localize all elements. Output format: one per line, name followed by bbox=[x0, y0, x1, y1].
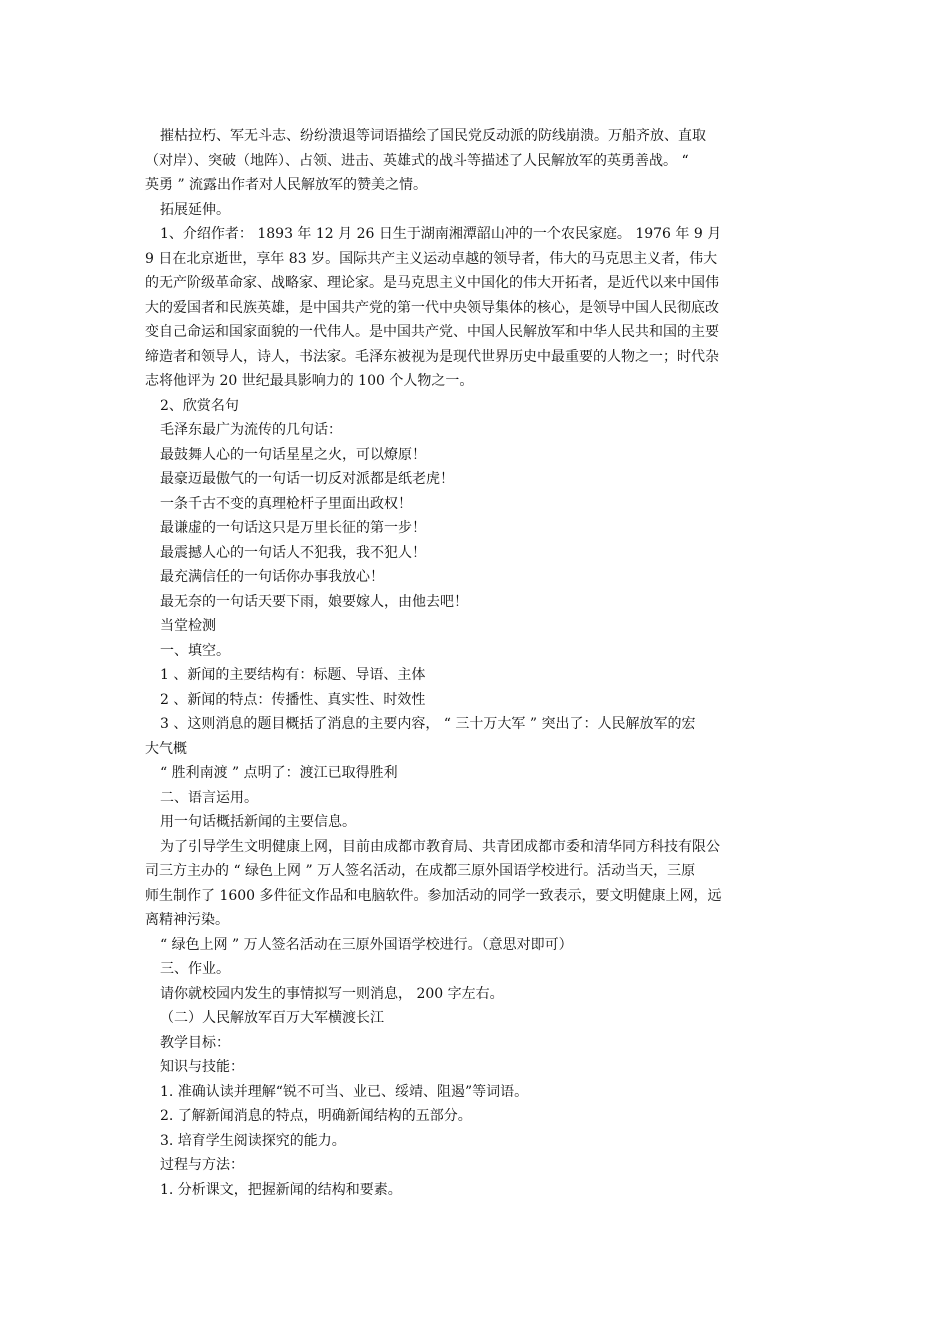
text-line: 当堂检测 bbox=[160, 618, 216, 634]
text-line: 用一句话概括新闻的主要信息。 bbox=[160, 814, 356, 830]
text-line: 请你就校园内发生的事情拟写一则消息， 200 字左右。 bbox=[160, 985, 504, 1002]
text-line: 变自己命运和国家面貌的一代伟人。是中国共产党、中国人民解放军和中华人民共和国的主要 bbox=[145, 324, 719, 340]
text-line: 大的爱国者和民族英雄，是中国共产党的第一代中央领导集体的核心，是领导中国人民彻底改 bbox=[145, 299, 719, 316]
text-line: 大气概 bbox=[145, 740, 187, 757]
text-line: 3 、这则消息的题目概括了消息的主要内容， “ 三十万大军 ” 突出了：人民解放军的宏 bbox=[160, 716, 696, 732]
text-line: 知识与技能： bbox=[160, 1059, 244, 1075]
text-line: 9 日在北京逝世，享年 83 岁。国际共产主义运动卓越的领导者，伟大的马克思主义者，伟大 bbox=[145, 250, 718, 267]
text-line: “ 绿色上网 ” 万人签名活动在三原外国语学校进行。（意思对即可） bbox=[160, 936, 573, 953]
text-line: 拓展延伸。 bbox=[160, 201, 230, 218]
text-line: 司三方主办的 “ 绿色上网 ” 万人签名活动，在成都三原外国语学校进行。活动当天，三原 bbox=[145, 863, 696, 879]
text-line: 3. 培育学生阅读探究的能力。 bbox=[160, 1132, 346, 1149]
text-line: 2、欣赏名句 bbox=[160, 397, 239, 414]
text-line: 教学目标： bbox=[160, 1034, 230, 1051]
text-line: 1 、新闻的主要结构有：标题、导语、主体 bbox=[160, 667, 426, 683]
text-line: 缔造者和领导人，诗人，书法家。毛泽东被视为是现代世界历史中最重要的人物之一；时代杂 bbox=[145, 348, 719, 365]
text-line: 英勇 ” 流露出作者对人民解放军的赞美之情。 bbox=[145, 177, 428, 193]
text-line: （二）人民解放军百万大军横渡长江 bbox=[160, 1010, 384, 1026]
text-line: 最豪迈最傲气的一句话一切反对派都是纸老虎！ bbox=[160, 471, 454, 487]
text-line: 2. 了解新闻消息的特点，明确新闻结构的五部分。 bbox=[160, 1108, 472, 1124]
text-line: 最震撼人心的一句话人不犯我，我不犯人！ bbox=[160, 544, 426, 561]
text-line: 1、介绍作者： 1893 年 12 月 26 日生于湖南湘潭韶山冲的一个农民家庭。 1976 年 9 月 bbox=[160, 226, 722, 242]
text-line: 2 、新闻的特点：传播性、真实性、时效性 bbox=[160, 691, 426, 708]
text-line: 1. 准确认读并理解“锐不可当、业已、绥靖、阻遏”等词语。 bbox=[160, 1083, 529, 1100]
text-line: 1. 分析课文，把握新闻的结构和要素。 bbox=[160, 1181, 402, 1198]
text-line: 一条千古不变的真理枪杆子里面出政权！ bbox=[160, 495, 412, 512]
text-line: 最鼓舞人心的一句话星星之火，可以燎原！ bbox=[160, 446, 426, 463]
text-line: 师生制作了 1600 多件征文作品和电脑软件。参加活动的同学一致表示，要文明健康上网，远 bbox=[145, 887, 722, 904]
text-line: 离精神污染。 bbox=[145, 912, 229, 928]
text-line: 志将他评为 20 世纪最具影响力的 100 个人物之一。 bbox=[145, 373, 474, 389]
text-line: 毛泽东最广为流传的几句话： bbox=[160, 422, 342, 438]
document-body bbox=[145, 124, 805, 1202]
text-line: （对岸）、突破（地阵）、占领、进击、英雄式的战斗等描述了人民解放军的英勇善战。 “ bbox=[145, 152, 689, 169]
text-line: 二、语言运用。 bbox=[160, 789, 258, 806]
text-line: 最无奈的一句话天要下雨，娘要嫁人，由他去吧！ bbox=[160, 593, 468, 610]
text-line: 最充满信任的一句话你办事我放心！ bbox=[160, 569, 384, 585]
text-line: 的无产阶级革命家、战略家、理论家。是马克思主义中国化的伟大开拓者，是近代以来中国伟 bbox=[145, 275, 719, 291]
text-line: 过程与方法： bbox=[160, 1157, 244, 1173]
text-line: “ 胜利南渡 ” 点明了：渡江已取得胜利 bbox=[160, 765, 398, 781]
text-line: 为了引导学生文明健康上网，目前由成都市教育局、共青团成都市委和清华同方科技有限公 bbox=[160, 838, 720, 855]
text-line: 摧枯拉朽、军无斗志、纷纷溃退等词语描绘了国民党反动派的防线崩溃。万船齐放、直取 bbox=[160, 128, 706, 144]
text-line: 最谦虚的一句话这只是万里长征的第一步！ bbox=[160, 520, 426, 536]
text-line: 三、作业。 bbox=[160, 961, 230, 977]
text-line: 一、填空。 bbox=[160, 642, 230, 659]
